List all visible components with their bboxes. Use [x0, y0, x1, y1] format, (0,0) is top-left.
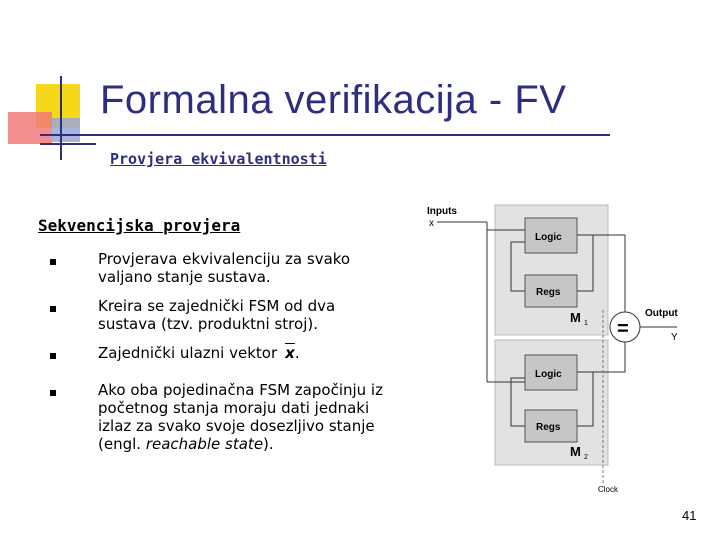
m2-subscript: 2 — [584, 454, 588, 461]
deco-red-square — [8, 112, 52, 144]
bullet-text-3 — [98, 344, 398, 362]
product-machine-diagram — [415, 200, 705, 500]
output-var-label: Y — [671, 332, 678, 343]
bullet-text-4 — [98, 381, 398, 453]
bullet-text-3-main: Zajednički ulazni vektor — [98, 344, 278, 362]
m1-subscript: 1 — [584, 320, 588, 327]
output-label: Output — [645, 308, 678, 319]
clock-label: Clock — [598, 485, 619, 494]
bullet-text-1: Provjerava ekvivalenciju za svako valjano stanje sustava. — [98, 250, 351, 286]
slide-title: Formalna verifikacija - FV — [100, 78, 567, 122]
bullet-text-4-main: Ako oba pojedinačna FSM započinju iz početnog stanja moraju dati jednaki izlaz za svako svoje dosezljivo stanje (engl. — [98, 381, 383, 453]
m1-logic-label: Logic — [535, 232, 562, 243]
input-vector-period: . — [294, 344, 300, 362]
bullet-marker — [50, 306, 56, 312]
deco-horizontal-line — [40, 143, 96, 145]
inputs-label: Inputs — [427, 206, 457, 217]
m1-regs-label: Regs — [536, 287, 561, 298]
title-underline-rule — [40, 134, 610, 136]
section-heading: Sekvencijska provjera — [38, 216, 241, 235]
title-decoration — [0, 0, 110, 170]
m2-logic-label: Logic — [535, 369, 562, 380]
bullet-marker — [50, 390, 56, 396]
deco-vertical-line — [60, 76, 62, 160]
m2-regs-label: Regs — [536, 422, 561, 433]
bullet-text-4-tail: ). — [263, 435, 274, 453]
input-var-label: x — [429, 218, 434, 229]
input-vector-symbol: $\overline{x}$ — [285, 344, 295, 362]
m1-label: M — [570, 310, 581, 325]
page-number: 41 — [682, 508, 697, 523]
bullet-text-2: Kreira se zajednički FSM od dva sustava (tzv. produktni stroj). — [98, 297, 336, 333]
bullet-marker — [50, 259, 56, 265]
reachable-state-term: reachable state — [145, 435, 264, 453]
bullet-marker — [50, 353, 56, 359]
deco-blue-square — [52, 118, 80, 142]
slide-subtitle: Provjera ekvivalentnosti — [110, 150, 327, 168]
comparator-symbol: = — [617, 318, 629, 340]
m2-label: M — [570, 444, 581, 459]
